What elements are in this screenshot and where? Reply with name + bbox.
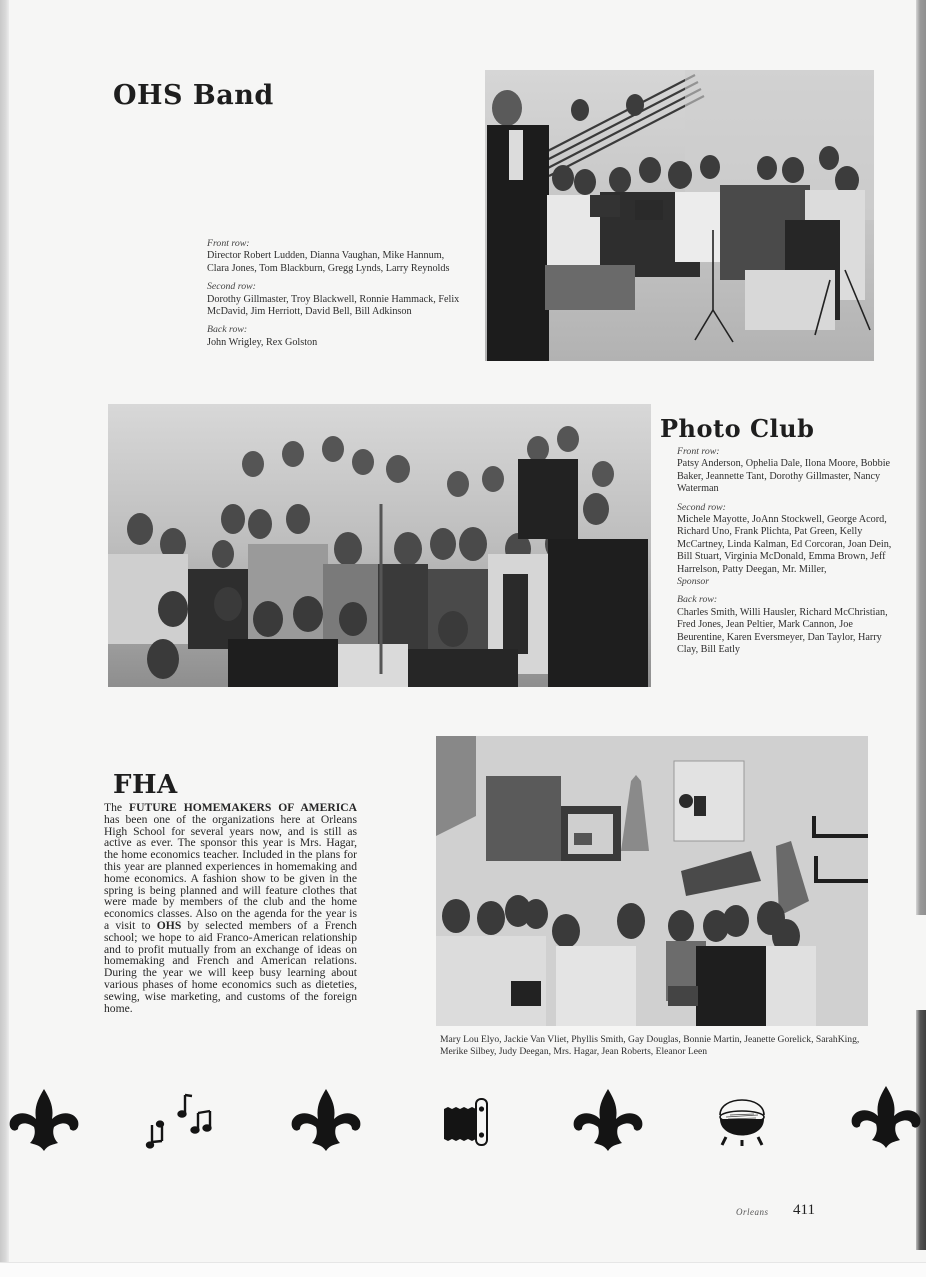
fha-section-title: FHA [113, 770, 178, 800]
photo-club-sponsor-label: Sponsor [677, 576, 710, 588]
fha-body-part-1: has been one of the organizations here at Orleans High School for several years now, and is still as active as ever. The sponsor this year is Mrs. Hagar, the home economics teacher. Included in the plans for this year are planned experiences in homemaking and home economics. A fashion show to be given in the spring is being planned and will feature clothes that were made by members of the club and the home economics classes. Also on the agenda for the year is a visit to [104, 812, 357, 932]
fleur-de-lis-icon [4, 1085, 84, 1155]
photo-club-second-row-label: Second row: [677, 501, 726, 513]
footer-yearbook-title: Orleans [736, 1207, 769, 1217]
fha-org-name: FUTURE HOMEMAKERS OF AMERICA [129, 801, 357, 814]
photo-club-second-row-names: Michele Mayotte, JoAnn Stockwell, George Acord, Richard Uno, Frank Plichta, Pat Green, Kelly McCartney, Linda Kalman, Ed Corcoran, Joan Dein, Bill Stuart, Virginia McDonald, Emma Brown, Jeff Harrelson, Patty Deegan, Mr. Miller, [677, 514, 892, 575]
photo-club-section-title: Photo Club [660, 414, 815, 443]
photo-club-back-row-label: Back row: [677, 594, 718, 606]
photo-club-photo [108, 404, 651, 687]
photo-club-caption [677, 446, 897, 663]
band-front-row-label: Front row: [207, 238, 250, 249]
photo-club-front-row-label: Front row: [677, 446, 720, 457]
band-section-title: OHS Band [113, 80, 274, 111]
photo-club-front-row-names: Patsy Anderson, Ophelia Dale, Ilona Moore, Bobbie Baker, Jeannette Tant, Dorothy Gillmaster, Nancy Waterman [677, 458, 891, 495]
fleur-de-lis-icon [568, 1085, 648, 1155]
band-back-row-names: John Wrigley, Rex Golston [207, 336, 318, 348]
page-binding-edge-left [0, 0, 9, 1262]
fha-photo [436, 736, 868, 1026]
music-notes-icon [140, 1085, 220, 1155]
band-front-row-names: Director Robert Ludden, Dianna Vaughan, Mike Hannum, Clara Jones, Tom Blackburn, Gregg Lynds, Larry Reynolds [207, 250, 450, 274]
band-caption [207, 238, 461, 355]
fha-body-part-2: by selected members of a French school; we hope to aid Franco-American relationship and to profit mutually from an exchange of ideas on homemaking and French and American relations. During the year we will keep busy learning about various phases of home economics such as dieteties, sewing, wise marketing, and customs of the foreign home. [104, 918, 357, 1015]
band-second-row-label: Second row: [207, 281, 256, 293]
fha-body-intro: The [104, 801, 130, 814]
fha-body-text [104, 802, 357, 1014]
band-back-row-label: Back row: [207, 324, 248, 336]
page-bottom-edge [0, 1262, 926, 1277]
page-number: 411 [793, 1202, 815, 1218]
fleur-de-lis-icon [286, 1085, 366, 1155]
photo-club-back-row-names: Charles Smith, Willi Hausler, Richard McChristian, Fred Jones, Jean Peltier, Mark Cannon, Joe Beurentine, Karen Eversmeyer, Dan Taylor, Harry Clay, Bill Eatly [677, 606, 888, 656]
fha-photo-caption: Mary Lou Elyo, Jackie Van Vliet, Phyllis Smith, Gay Douglas, Bonnie Martin, Jeanette Gorelick, SarahKing, Merike Silbey, Judy Deegan, Mrs. Hagar, Jean Roberts, Eleanor Leen [440, 1034, 860, 1057]
fleur-de-lis-icon [846, 1082, 926, 1152]
page-edge-right-top [916, 0, 926, 915]
cooking-pot-icon [702, 1085, 782, 1155]
band-second-row-names: Dorothy Gillmaster, Troy Blackwell, Ronnie Hammack, Felix McDavid, Jim Herriott, David Bell, Bill Adkinson [207, 293, 460, 318]
camera-bellows-icon [426, 1085, 506, 1155]
fha-school-abbrev: OHS [156, 918, 182, 932]
band-photo [485, 70, 874, 361]
